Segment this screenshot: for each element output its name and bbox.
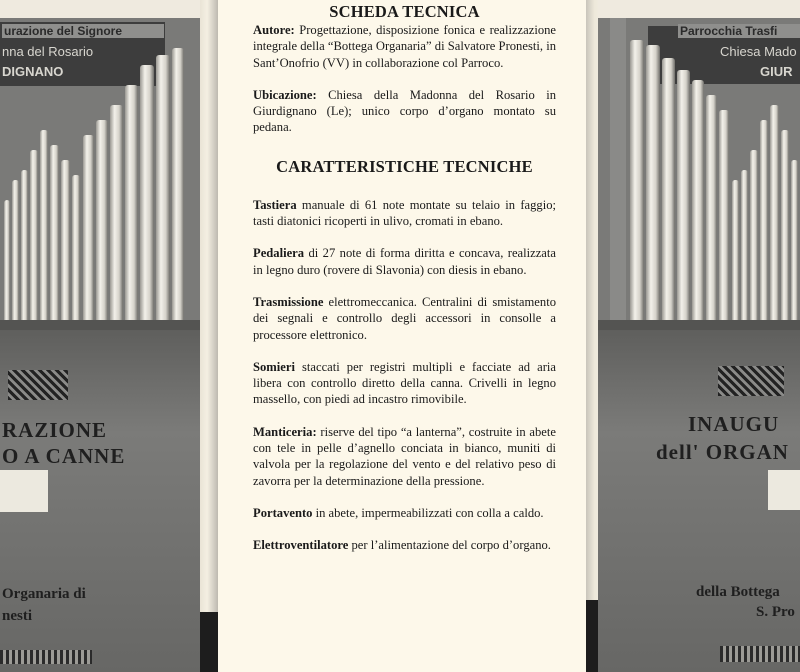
item-text: di 27 note di forma diritta e concava, realizzata in legno duro (rovere di Slavonia) con diesis in ebano. (253, 246, 556, 277)
organ-pipes (0, 40, 190, 320)
paper-margin (0, 0, 200, 18)
credit-line-1: della Bottega (696, 584, 780, 600)
credit-line-1: Organaria di (2, 586, 86, 602)
item-text: Progettazione, disposizione fonica e realizzazione integrale della “Bottega Organaria” di Salvatore Pronesti, in Sant’Onofrio (VV) in collaborazione col Parroco. (253, 23, 556, 70)
cover-title-line-1: RAZIONE (2, 418, 108, 442)
banner-line-2: Chiesa Mado (720, 44, 797, 59)
item-text: riserve del tipo “a lanterna”, costruite in abete con tele in pelle d’agnello conciata in bianco, muniti di valvola per la regolazione del vento e del relativo peso di zavorra per la determinazione della pressione. (253, 424, 556, 488)
organ-cornice (0, 320, 200, 330)
shadow-strip-left (200, 612, 220, 672)
left-cover-panel (0, 0, 200, 672)
credit-line-2: S. Pro (756, 604, 795, 620)
item-term: Trasmissione (253, 294, 324, 309)
item-text: per l’alimentazione del corpo d’organo. (348, 538, 551, 553)
organ-console (0, 650, 92, 664)
spec-item-wind-trunks (253, 505, 556, 521)
item-text: in abete, impermeabilizzati con colla a caldo. (312, 505, 544, 520)
item-text: elettromeccanica. Centralini di smistamento dei segnali e controllo degli accessori in consolle a processore elettronico. (253, 294, 556, 342)
banner-line-1: urazione del Signore (2, 24, 164, 38)
organ-grille (718, 366, 784, 396)
window-light (0, 470, 48, 512)
spec-item-transmission (253, 294, 556, 343)
item-text: Chiesa della Madonna del Rosario in Giurdignano (Le); unico corpo d’organo montato su pedana. (253, 87, 556, 135)
item-term: Elettroventilatore (253, 538, 349, 553)
window-light (768, 470, 800, 510)
sheet-item-author (253, 22, 556, 71)
item-term: Ubicazione: (253, 87, 317, 102)
banner-line-1: Parrocchia Trasfi (678, 24, 800, 38)
organ-console (720, 646, 800, 662)
organ-pipes (628, 40, 800, 320)
item-term: Portavento (253, 505, 313, 520)
spec-item-pedalboard (253, 245, 556, 278)
paper-margin (598, 0, 800, 18)
item-term: Tastiera (253, 197, 297, 212)
fold-edge-left (200, 0, 218, 672)
section-subtitle: CARATTERISTICHE TECNICHE (276, 156, 533, 176)
credit-line-2: nesti (2, 608, 32, 624)
cover-title-line-2: O A CANNE (2, 444, 126, 468)
cover-title-line-2: dell' ORGAN (656, 440, 789, 464)
sheet-item-location (253, 87, 556, 136)
item-text: staccati per registri multipli e facciate ad aria libera con controllo diretto della canna. Crivelli in legno massello, con piedi ad incastro rimovibile. (253, 359, 556, 407)
item-term: Pedaliera (253, 246, 305, 261)
organ-grille (8, 370, 68, 400)
technical-sheet (218, 0, 586, 672)
spec-item-keyboard (253, 197, 556, 230)
item-term: Somieri (253, 359, 295, 374)
item-term: Autore: (253, 23, 295, 37)
spec-item-bellows (253, 424, 556, 489)
item-text: manuale di 61 note montate su telaio in faggio; tasti diatonici ricoperti in ulivo, cromati in ebano. (253, 197, 556, 229)
organ-side-post (610, 18, 626, 328)
banner-line-2: nna del Rosario (2, 44, 94, 59)
right-cover-panel (598, 0, 800, 672)
sheet-title: SCHEDA TECNICA (329, 2, 480, 21)
item-term: Manticeria: (253, 424, 317, 439)
cover-title-line-1: INAUGU (688, 412, 780, 436)
spec-item-blower (253, 537, 556, 553)
organ-cornice (598, 320, 800, 330)
banner-line-3: GIUR (760, 64, 793, 79)
banner-line-3: DIGNANO (2, 64, 64, 79)
spec-item-windchests (253, 359, 556, 408)
